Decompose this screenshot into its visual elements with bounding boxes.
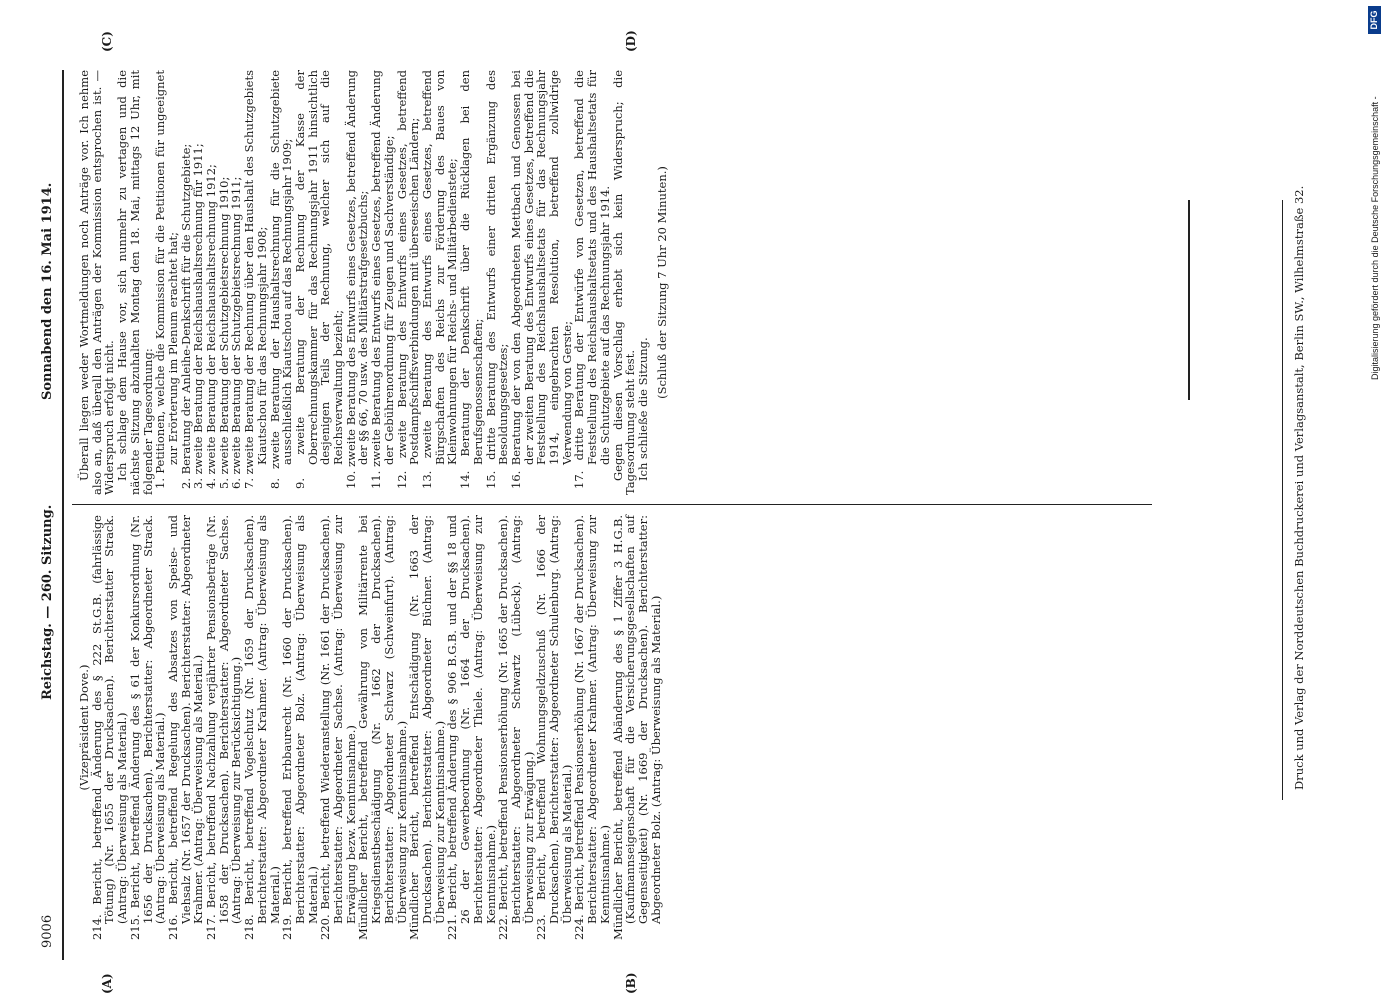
header-title-left: Reichstag. — 260. Sitzung. xyxy=(40,504,55,700)
report-paragraph: 217. Bericht, betreffend Nachzahlung verjährter Pensionsbeträge (Nr. 1658 der Drucksachen). Berichterstatter: Abgeordneter Sachse. (Antrag: Überweisung zur Berücksichtigung.) xyxy=(204,515,244,940)
report-paragraph: 215. Bericht, betreffend Änderung des § 61 der Konkursordnung (Nr. 1656 der Drucksachen). Berichterstatter: Abgeordneter Strack. (Antrag: Überweisung als Material.) xyxy=(127,515,168,940)
end-note: (Schluß der Sitzung 7 Uhr 20 Minuten.) xyxy=(654,166,669,399)
proposal-paragraph: Ich schlage dem Hause vor, sich nunmehr zu vertagen und die nächste Sitzung abzuhalten Montag den 18. Mai, mittags 12 Uhr, mit folgender Tagesordnung: xyxy=(115,70,155,495)
page-number: 9006 xyxy=(40,914,55,948)
margin-marker-a: (A) xyxy=(100,973,114,994)
report-paragraph: Mündlicher Bericht, betreffend Abänderung des § 1 Ziffer 3 H.G.B. (Kaufmannseigenschaft für die Versicherungsgesellschaften auf Gegenseitigkeit) (Nr. 1669 der Drucksachen). Berichterstatter: Abgeordneter Bolz. (Antrag: Überweisung als Material.) xyxy=(610,515,663,940)
agenda-item: 7. zweite Beratung der Rechnung über den Haushalt des Schutzgebiets Kiautschou für das Rechnungsjahr 1908; xyxy=(242,70,269,489)
agenda-item: 13. zweite Beratung des Entwurfs eines Gesetzes, betreffend Bürgschaften des Reichs zur Förderung des Baues von Kleinwohnungen für Reichs- und Militärbedienstete; xyxy=(419,70,460,489)
header-rule xyxy=(62,70,64,960)
intro-paragraph: Überall liegen weder Wortmeldungen noch Anträge vor. Ich nehme also an, daß überall den Anträgen der Kommission entsprochen ist. — Widerspruch erfolgt nicht. xyxy=(77,70,117,495)
agenda-item: 12. zweite Beratung des Entwurfs eines Gesetzes, betreffend Postdampfschiffsverbindungen mit überseeischen Ländern; xyxy=(394,70,422,489)
report-paragraph: 214. Bericht, betreffend Änderung des § 222 St.G.B. (fahrlässige Tötung) (Nr. 1655 der Drucksachen). Berichterstatter Strack. (Antrag: Überweisung als Material.) xyxy=(89,515,130,940)
report-paragraph: 220. Bericht, betreffend Wiederanstellung (Nr. 1661 der Drucksachen). Berichterstatter: Abgeordneter Sachse. (Antrag: Überweisung zur Erwägung bezw. Kenntnisnahme.) xyxy=(318,515,358,940)
agenda-item: 1. Petitionen, welche die Kommission für die Petitionen für ungeeignet zur Erörterung im Plenum erachtet hat; xyxy=(153,70,180,489)
agenda-item: 17. dritte Beratung der Entwürfe von Gesetzen, betreffend die Feststellung des Reichshaushaltsetats und des Haushaltsetats für die Schutzgebiete auf das Rechnungsjahr 1914. xyxy=(572,70,612,489)
report-paragraph: Mündlicher Bericht, betreffend Gewährung von Militärrente bei Kriegsdienstbeschädigung (Nr. 1662 der Drucksachen). Berichterstatter: Abgeordneter Schwarz (Schweinfurt). (Antrag: Überweisung zur Kenntnisnahme.) xyxy=(356,515,409,940)
margin-marker-b: (B) xyxy=(624,972,638,994)
left-column xyxy=(78,515,662,940)
agenda-item: 2. Beratung der Anleihe-Denkschrift für die Schutzgebiete; xyxy=(178,143,193,489)
margin-marker-c: (C) xyxy=(100,31,114,52)
column-rule xyxy=(72,504,1152,505)
header-title-right: Sonnabend den 16. Mai 1914. xyxy=(40,182,55,400)
report-paragraph: Mündlicher Bericht, betreffend Entschädigung (Nr. 1663 der Drucksachen). Berichterstatter: Abgeordneter Büchner. (Antrag: Überweisung zur Kenntnisnahme.) xyxy=(407,515,447,940)
report-paragraph: 221. Bericht, betreffend Änderung des § 906 B.G.B. und der §§ 18 und 26 der Gewerbeordnung (Nr. 1664 der Drucksachen). Berichterstatter: Abgeordneter Thiele. (Antrag: Überweisung zur Kenntnisnahme.) xyxy=(445,515,498,940)
agenda-item: 15. dritte Beratung des Entwurfs einer dritten Ergänzung des Besoldungsgesetzes; xyxy=(483,70,511,489)
end-rule xyxy=(1188,200,1190,400)
agenda-item: 6. zweite Beratung der Schutzgebietsrechnung 1911; xyxy=(229,176,244,489)
imprint-footer: Druck und Verlag der Norddeutschen Buchdruckerei und Verlagsanstalt, Berlin SW., Wilhelmstraße 32. xyxy=(1292,185,1306,790)
report-paragraph: 216. Bericht, betreffend Regelung des Absatzes von Speise- und Viehsalz (Nr. 1657 der Drucksachen). Berichterstatter: Abgeordneter Krahmer. (Antrag: Überweisung als Material.) xyxy=(165,515,206,940)
closing-paragraph: Ich schließe die Sitzung. xyxy=(635,337,650,481)
report-paragraph: 218. Bericht, betreffend Vogelschutz (Nr. 1659 der Drucksachen). Berichterstatter: Abgeordneter Krahmer. (Antrag: Überweisung als Material.) xyxy=(242,515,282,940)
agenda-item: 9. zweite Beratung der Rechnung der Kasse der Oberrechnungskammer für das Rechnungsjahr 1911 hinsichtlich desjenigen Teils der Rechnung, welcher sich auf die Reichsverwaltung bezieht; xyxy=(292,70,346,489)
presiding-note: (Vizepräsident Dove.) xyxy=(77,664,91,791)
right-column xyxy=(78,70,668,495)
agenda-item: 10. zweite Beratung des Entwurfs eines Gesetzes, betreffend Änderung der §§ 66, 70 usw. des Militärstrafgesetzbuchs; xyxy=(343,70,371,489)
footer-rule xyxy=(1282,200,1283,800)
report-paragraph: 219. Bericht, betreffend Erbbaurecht (Nr. 1660 der Drucksachen). Berichterstatter: Abgeordneter Bolz. (Antrag: Überweisung als Material.) xyxy=(280,515,320,940)
agenda-item: 16. Beratung der von den Abgeordneten Mettbach und Genossen bei der zweiten Beratung des Entwurfs eines Gesetzes, betreffend die Feststellung des Reichshaushaltsetats für das Rechnungsjahr 1914, eingebrachten Resolution, betreffend zollwidrige Verwendung von Gerste; xyxy=(508,70,574,489)
agenda-item: 8. zweite Beratung der Haushaltsrechnung für die Schutzgebiete ausschließlich Kiautschou auf das Rechnungsjahr 1909; xyxy=(267,70,295,489)
report-paragraph: 223. Bericht, betreffend Wohnungsgeldzuschuß (Nr. 1666 der Drucksachen). Berichterstatter: Abgeordneter Schulenburg. (Antrag: Überweisung als Material.) xyxy=(534,515,574,940)
report-paragraph: 224. Bericht, betreffend Pensionserhöhung (Nr. 1667 der Drucksachen). Berichterstatter: Abgeordneter Krahmer. (Antrag: Überweisung zur Kenntnisnahme.) xyxy=(572,515,612,940)
report-paragraph: 222. Bericht, betreffend Pensionserhöhung (Nr. 1665 der Drucksachen). Berichterstatter: Abgeordneter Schwartz (Lübeck). (Antrag: Überweisung zur Erwägung.) xyxy=(496,515,536,940)
margin-marker-d: (D) xyxy=(624,30,638,52)
digitization-note: Digitalisierung gefördert durch die Deutsche Forschungsgemeinschaft - xyxy=(1370,96,1380,380)
agenda-item: 3. zweite Beratung der Reichshaushaltsrechnung für 1911; xyxy=(191,143,206,489)
dfg-logo: DFG xyxy=(1368,6,1381,34)
agenda-item: 5. zweite Beratung der Schutzgebietsrechnung 1910; xyxy=(216,176,231,489)
no-objection-paragraph: Gegen diesen Vorschlag erhebt sich kein Widerspruch; die Tagesordnung steht fest. xyxy=(610,70,638,495)
agenda-item: 4. zweite Beratung der Reichshaushaltsrechnung 1912; xyxy=(204,164,219,489)
agenda-item: 11. zweite Beratung des Entwurfs eines Gesetzes, betreffend Änderung der Gebührenordnung für Zeugen und Sachverständige; xyxy=(369,70,396,489)
agenda-item: 14. Beratung der Denkschrift über die Rücklagen bei den Berufsgenossenschaften; xyxy=(458,70,485,489)
